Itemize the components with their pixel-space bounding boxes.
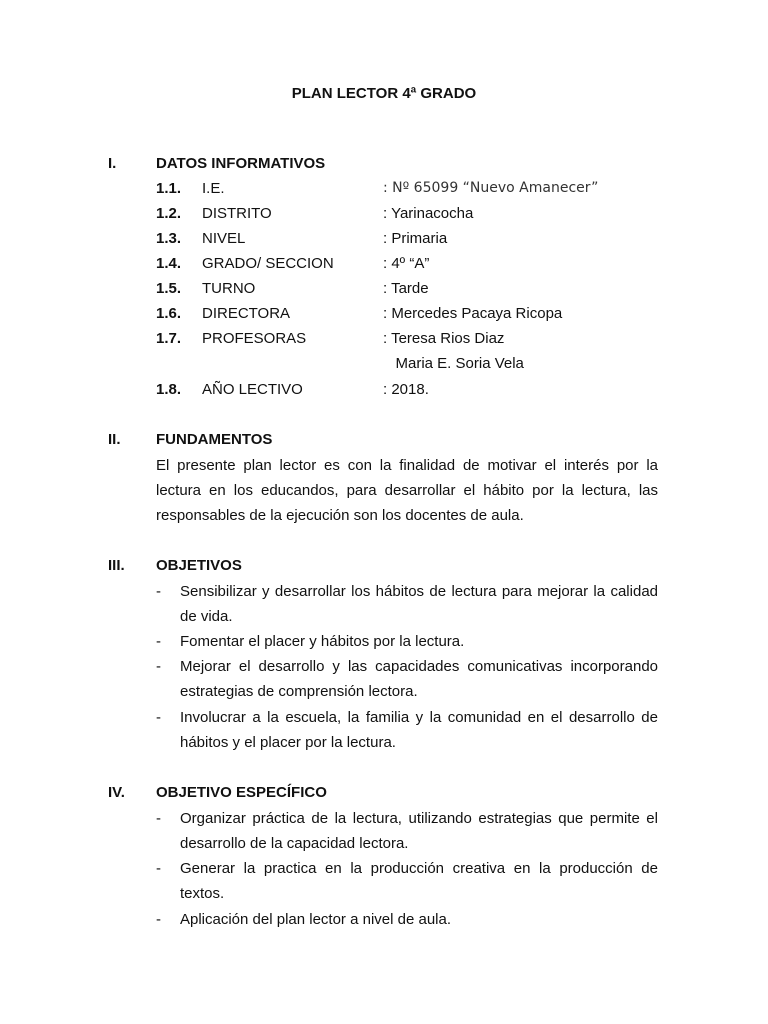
list-item-text: Organizar práctica de la lectura, utilizando estrategias que permite el desarrollo de la capacidad lectora. bbox=[180, 810, 658, 852]
info-row-value: : 4º “A” bbox=[383, 255, 430, 272]
info-row bbox=[156, 280, 676, 302]
section-2-number: II. bbox=[108, 431, 121, 448]
bullet-dash: - bbox=[156, 709, 161, 726]
info-row-label: DISTRITO bbox=[202, 205, 272, 222]
list-item-text: Fomentar el placer y hábitos por la lectura. bbox=[180, 633, 465, 650]
info-row-number: 1.1. bbox=[156, 180, 182, 197]
list-item-text: Generar la practica en la producción creativa en la producción de textos. bbox=[180, 860, 658, 902]
info-row-value: : Mercedes Pacaya Ricopa bbox=[383, 305, 563, 322]
info-row bbox=[156, 305, 676, 327]
section-3-number: III. bbox=[108, 557, 125, 574]
bullet-dash: - bbox=[156, 911, 161, 928]
info-row-value: : 2018. bbox=[383, 381, 429, 398]
section-3-title: OBJETIVOS bbox=[156, 557, 242, 574]
bullet-dash: - bbox=[156, 658, 161, 675]
info-row-label: TURNO bbox=[202, 280, 256, 297]
info-row-value: : Tarde bbox=[383, 280, 429, 297]
section-2-title: FUNDAMENTOS bbox=[156, 431, 273, 448]
section-1-title: DATOS INFORMATIVOS bbox=[156, 155, 326, 172]
info-row-label: I.E. bbox=[202, 180, 225, 197]
info-row-label: GRADO/ SECCION bbox=[202, 255, 334, 272]
section-1-number: I. bbox=[108, 155, 117, 172]
info-row-number: 1.8. bbox=[156, 381, 182, 398]
info-row-value: : Teresa Rios Diaz bbox=[383, 330, 505, 347]
list-item-text: Sensibilizar y desarrollar los hábitos de lectura para mejorar la calidad de vida. bbox=[180, 583, 658, 625]
list-item-text: Mejorar el desarrollo y las capacidades comunicativas incorporando estrategias de comprensión lectora. bbox=[180, 658, 658, 700]
info-row-value: Maria E. Soria Vela bbox=[383, 355, 524, 372]
info-row-number: 1.6. bbox=[156, 305, 182, 322]
info-row-number: 1.7. bbox=[156, 330, 182, 347]
info-row-value: : Primaria bbox=[383, 230, 448, 247]
section-4-number: IV. bbox=[108, 784, 125, 801]
document-title: PLAN LECTOR 4ª GRADO bbox=[291, 85, 477, 102]
info-row bbox=[156, 255, 676, 277]
list-item-text: Involucrar a la escuela, la familia y la comunidad en el desarrollo de hábitos y el placer por la lectura. bbox=[180, 709, 658, 751]
section-2-paragraph: El presente plan lector es con la finalidad de motivar el interés por la lectura en los educandos, para desarrollar el hábito por la lectura, las responsables de la ejecución son los docentes de aula. bbox=[156, 457, 658, 524]
info-row-number: 1.2. bbox=[156, 205, 182, 222]
info-row bbox=[156, 230, 676, 252]
info-row-label: AÑO LECTIVO bbox=[202, 381, 303, 398]
info-row-label: PROFESORAS bbox=[202, 330, 307, 347]
info-row-value: : Nº 65099 “Nuevo Amanecer” bbox=[383, 180, 599, 196]
info-row bbox=[156, 330, 676, 352]
info-row bbox=[156, 205, 676, 227]
info-row bbox=[156, 355, 676, 377]
info-row-label: NIVEL bbox=[202, 230, 246, 247]
info-row bbox=[156, 180, 676, 202]
list-item-text: Aplicación del plan lector a nivel de aula. bbox=[180, 911, 452, 928]
bullet-dash: - bbox=[156, 810, 161, 827]
info-row-number: 1.3. bbox=[156, 230, 182, 247]
section-4-title: OBJETIVO ESPECÍFICO bbox=[156, 784, 327, 801]
info-row-label: DIRECTORA bbox=[202, 305, 291, 322]
bullet-dash: - bbox=[156, 583, 161, 600]
info-row-number: 1.4. bbox=[156, 255, 182, 272]
bullet-dash: - bbox=[156, 633, 161, 650]
info-row-number: 1.5. bbox=[156, 280, 182, 297]
info-row-value: : Yarinacocha bbox=[383, 205, 474, 222]
info-row bbox=[156, 381, 676, 403]
bullet-dash: - bbox=[156, 860, 161, 877]
